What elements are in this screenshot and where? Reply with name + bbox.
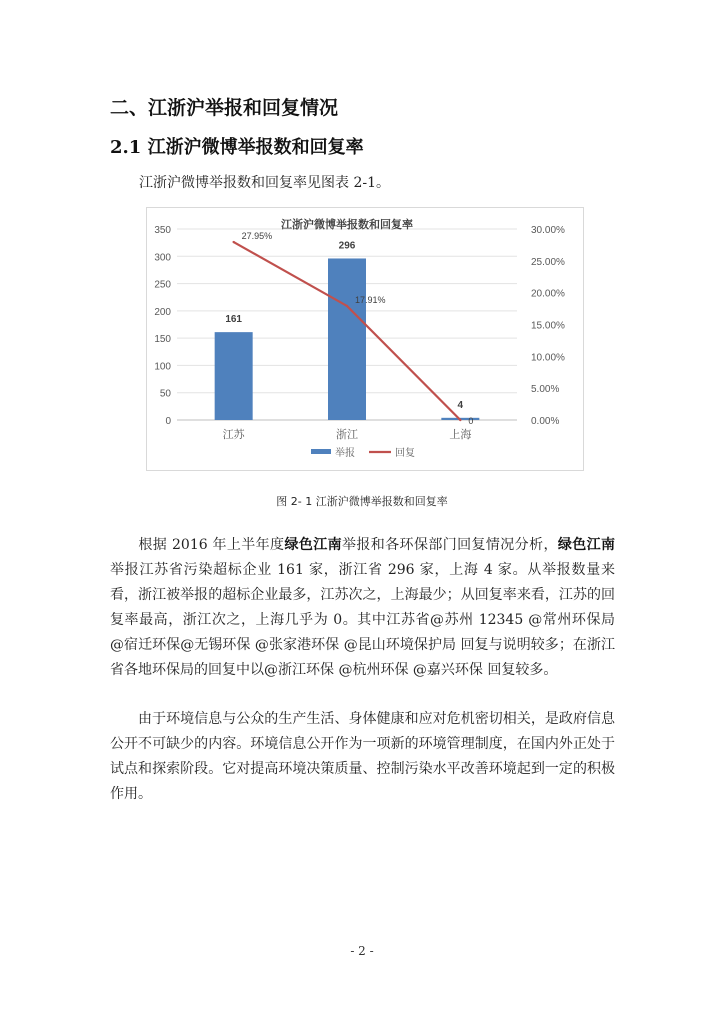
bar [328, 258, 366, 420]
line-data-label: 17.91% [355, 294, 386, 305]
paragraph-1 [110, 533, 615, 683]
right-tick-label: 30.00% [531, 225, 565, 236]
para1-text-3: 举报江苏省污染超标企业 161 家，浙江省 296 家，上海 4 家。从举报数量来看，浙江被举报的超标企业最多，江苏次之，上海最少；从回复率来看，江苏的回复率最高，浙江次之，上海几乎为 0。其中江苏省@苏州 12345 @常州环保局 @宿迁环保@无锡环保 @张家港环保 @昆山环境保护局 回复与说明较多；在浙江省各地环保局的回复中以@浙江环保 @杭州环保 @嘉兴环保 回复较多。 [110, 562, 615, 678]
line-data-label: 27.95% [241, 231, 273, 242]
para1-text-1: 根据 2016 年上半年度 [138, 537, 285, 553]
chart-title: 江浙沪微博举报数和回复率 [281, 219, 413, 231]
category-label: 江苏 [222, 429, 245, 441]
legend-label: 回复 [395, 448, 415, 459]
left-tick-label: 250 [154, 279, 171, 291]
bar [215, 332, 253, 420]
para1-bold-2: 绿色江南 [557, 537, 616, 553]
right-tick-label: 5.00% [531, 384, 560, 396]
para1-bold-1: 绿色江南 [284, 537, 342, 553]
line-point [232, 241, 234, 243]
subsection-heading: 2.1 江浙沪微博举报数和回复率 [110, 137, 364, 158]
right-tick-label: 15.00% [531, 320, 565, 332]
bar-data-label: 161 [225, 314, 243, 326]
category-label: 浙江 [336, 429, 358, 441]
left-tick-label: 350 [154, 225, 171, 236]
left-tick-label: 150 [154, 334, 171, 346]
bar-data-label: 4 [457, 399, 464, 411]
right-tick-label: 25.00% [531, 256, 565, 268]
line-data-label: 0 [468, 416, 474, 426]
chart-frame [146, 207, 584, 471]
legend-swatch-bar [311, 449, 331, 454]
left-tick-label: 0 [165, 416, 171, 427]
left-tick-label: 100 [154, 361, 171, 373]
category-label: 上海 [449, 429, 472, 441]
line-point [459, 419, 461, 421]
left-tick-label: 50 [159, 388, 171, 400]
right-tick-label: 20.00% [531, 288, 565, 300]
para2-text: 由于环境信息与公众的生产生活、身体健康和应对危机密切相关，是政府信息公开不可缺少的内容。环境信息公开作为一项新的环境管理制度，在国内外正处于试点和探索阶段。它对提高环境决策质量、控制污染水平改善环境起到一定的积极作用。 [110, 711, 615, 802]
legend-label: 举报 [335, 448, 355, 459]
page-number: - 2 - [350, 944, 374, 958]
paragraph-2 [110, 707, 615, 807]
line-point [346, 305, 348, 307]
para1-text-2: 举报和各环保部门回复情况分析， [342, 537, 558, 553]
right-tick-label: 10.00% [531, 352, 565, 364]
intro-text: 江浙沪微博举报数和回复率见图表 2-1。 [139, 175, 390, 191]
right-tick-label: 0.00% [531, 416, 560, 427]
left-tick-label: 300 [154, 252, 171, 264]
section-heading: 二、江浙沪举报和回复情况 [110, 97, 339, 119]
figure-caption: 图 2- 1 江浙沪微博举报数和回复率 [276, 495, 448, 508]
bar-data-label: 296 [338, 240, 356, 252]
left-tick-label: 200 [154, 306, 171, 318]
combo-chart [147, 208, 583, 470]
